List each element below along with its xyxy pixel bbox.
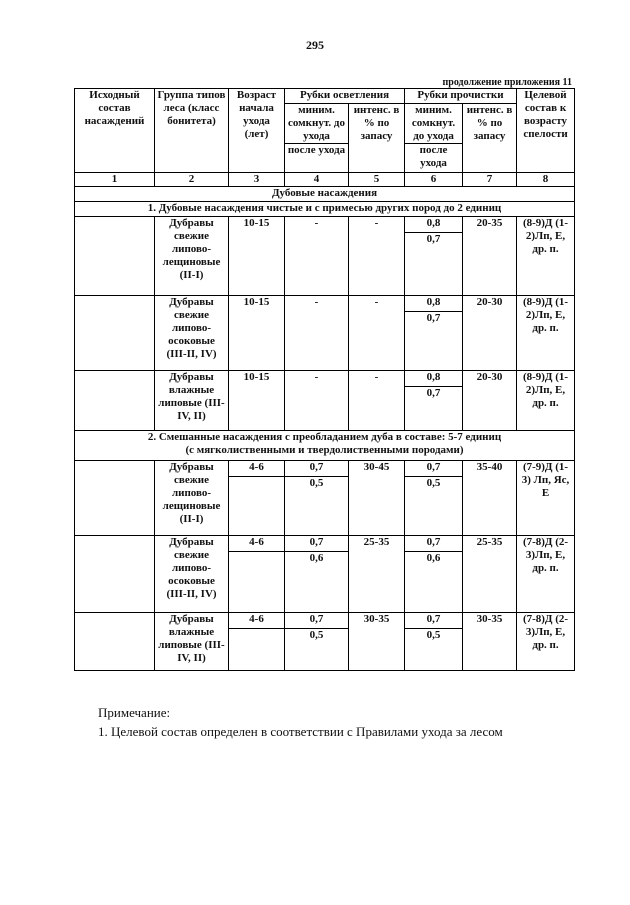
subsection-title-2 — [75, 431, 575, 461]
initial-composition-cell — [75, 371, 155, 431]
start-age-cell-empty — [229, 477, 285, 536]
target-composition-cell: (8-9)Д (1-2)Лп, Е, др. п. — [517, 371, 575, 431]
col-number: 4 — [285, 173, 349, 187]
header-intensity-cleaning: интенс. в % по запасу — [463, 104, 517, 173]
intensity-cell: 25-35 — [349, 536, 405, 613]
start-age-cell-empty — [229, 552, 285, 613]
notes-block — [98, 703, 503, 741]
start-age-cell-empty — [229, 629, 285, 671]
min-density-after-cell: 0,6 — [285, 552, 349, 613]
min-density-after-cleaning-cell: 0,5 — [405, 629, 463, 671]
header-min-density-before: миним. сомкнут. до ухода — [285, 104, 349, 144]
col-number: 3 — [229, 173, 285, 187]
forest-type-cell: Дубравы свежие липово-осоковые (III-II, IV) — [155, 296, 229, 371]
min-density-before-cleaning-cell: 0,7 — [405, 536, 463, 552]
start-age-cell: 10-15 — [229, 217, 285, 296]
start-age-cell: 10-15 — [229, 296, 285, 371]
target-composition-cell: (7-9)Д (1-3) Лп, Яс, Е — [517, 461, 575, 536]
min-density-after-cleaning-cell: 0,6 — [405, 552, 463, 613]
forest-care-table-wrap — [74, 88, 574, 671]
target-composition-cell: (7-8)Д (2-3)Лп, Е, др. п. — [517, 613, 575, 671]
start-age-cell: 4-6 — [229, 461, 285, 477]
note-text: 1. Целевой состав определен в соответствии с Правилами ухода за лесом — [98, 724, 503, 739]
min-density-before-cleaning-cell: 0,7 — [405, 613, 463, 629]
min-density-after-cell: 0,5 — [285, 477, 349, 536]
header-target-composition: Целевой состав к возрасту спелости — [517, 89, 575, 173]
header-min-density-before-cleaning: миним. сомкнут. до ухода — [405, 104, 463, 144]
intensity-cleaning-cell: 30-35 — [463, 613, 517, 671]
header-min-density-after-cleaning: после ухода — [405, 144, 463, 173]
min-density-before-cell: 0,8 — [405, 296, 463, 312]
min-density-cell: - — [285, 217, 349, 296]
col-number: 6 — [405, 173, 463, 187]
forest-care-table — [74, 88, 575, 671]
continuation-label: продолжение приложения 11 — [442, 77, 572, 88]
header-clarification-cutting: Рубки осветления — [285, 89, 405, 104]
min-density-before-cell: 0,7 — [285, 461, 349, 477]
min-density-after-cell: 0,5 — [285, 629, 349, 671]
intensity-cell: 30-45 — [349, 461, 405, 536]
min-density-after-cleaning-cell: 0,5 — [405, 477, 463, 536]
header-intensity-clarification: интенс. в % по запасу — [349, 104, 405, 173]
intensity-cleaning-cell: 20-30 — [463, 371, 517, 431]
intensity-cell: - — [349, 371, 405, 431]
subsection-title-1: 1. Дубовые насаждения чистые и с примесью других пород до 2 единиц — [75, 202, 575, 217]
intensity-cleaning-cell: 20-30 — [463, 296, 517, 371]
forest-type-cell: Дубравы свежие липово-лещиновые (II-I) — [155, 461, 229, 536]
initial-composition-cell — [75, 461, 155, 536]
intensity-cleaning-cell: 35-40 — [463, 461, 517, 536]
min-density-before-cell: 0,8 — [405, 217, 463, 233]
initial-composition-cell — [75, 536, 155, 613]
col-number: 5 — [349, 173, 405, 187]
forest-type-cell: Дубравы свежие липово-лещиновые (II-I) — [155, 217, 229, 296]
intensity-cell: - — [349, 296, 405, 371]
min-density-cell: - — [285, 296, 349, 371]
intensity-cell: - — [349, 217, 405, 296]
header-start-age: Возраст начала ухода (лет) — [229, 89, 285, 173]
min-density-after-cell: 0,7 — [405, 387, 463, 431]
header-cleaning-cutting: Рубки прочистки — [405, 89, 517, 104]
forest-type-cell: Дубравы свежие липово-осоковые (III-II, IV) — [155, 536, 229, 613]
initial-composition-cell — [75, 296, 155, 371]
intensity-cell: 30-35 — [349, 613, 405, 671]
forest-type-cell: Дубравы влажные липовые (III-IV, II) — [155, 613, 229, 671]
header-forest-type-group: Группа типов леса (класс бонитета) — [155, 89, 229, 173]
start-age-cell: 10-15 — [229, 371, 285, 431]
initial-composition-cell — [75, 613, 155, 671]
min-density-after-cell: 0,7 — [405, 233, 463, 296]
section-title: Дубовые насаждения — [75, 187, 575, 202]
target-composition-cell: (8-9)Д (1-2)Лп, Е, др. п. — [517, 296, 575, 371]
header-initial-composition: Исходный состав насаждений — [75, 89, 155, 173]
intensity-cleaning-cell: 20-35 — [463, 217, 517, 296]
note-title: Примечание: — [98, 705, 171, 720]
min-density-before-cell: 0,8 — [405, 371, 463, 387]
min-density-before-cleaning-cell: 0,7 — [405, 461, 463, 477]
target-composition-cell: (8-9)Д (1-2)Лп, Е, др. п. — [517, 217, 575, 296]
col-number: 7 — [463, 173, 517, 187]
col-number: 1 — [75, 173, 155, 187]
min-density-before-cell: 0,7 — [285, 536, 349, 552]
initial-composition-cell — [75, 217, 155, 296]
min-density-cell: - — [285, 371, 349, 431]
header-min-density-after: после ухода — [285, 144, 349, 173]
min-density-before-cell: 0,7 — [285, 613, 349, 629]
col-number: 2 — [155, 173, 229, 187]
min-density-after-cell: 0,7 — [405, 312, 463, 371]
col-number: 8 — [517, 173, 575, 187]
target-composition-cell: (7-8)Д (2-3)Лп, Е, др. п. — [517, 536, 575, 613]
start-age-cell: 4-6 — [229, 536, 285, 552]
subsection-title-2-line2: (с мягколиственными и твердолиственными породами) — [185, 444, 464, 456]
forest-type-cell: Дубравы влажные липовые (III-IV, II) — [155, 371, 229, 431]
subsection-title-2-line1: 2. Смешанные насаждения с преобладанием дуба в составе: 5-7 единиц — [147, 431, 502, 443]
start-age-cell: 4-6 — [229, 613, 285, 629]
intensity-cleaning-cell: 25-35 — [463, 536, 517, 613]
page-number: 295 — [306, 38, 324, 52]
